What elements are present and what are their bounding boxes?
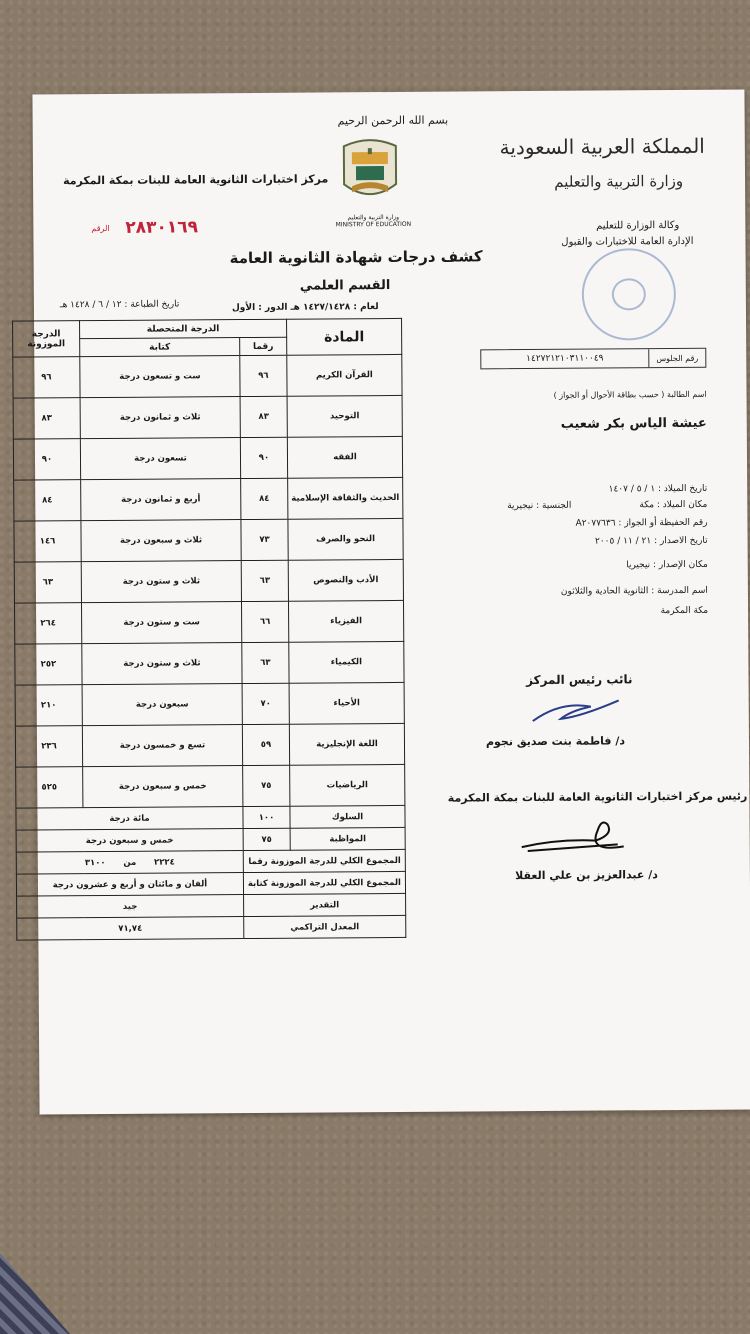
words-cell: ثلاث و ستون درجة — [82, 643, 242, 685]
table-row — [14, 600, 403, 644]
id-number: رقم الحفيظة أو الجواز : A٢٠٧٧٦٣٦ — [575, 517, 708, 529]
total-words: ألفان و مائتان و أربع و عشرون درجة — [16, 873, 243, 897]
table-row — [13, 395, 402, 439]
header-subject: المادة — [287, 318, 402, 355]
weighted-cell: ٢٦٤ — [14, 603, 81, 644]
serial-number: ٢٨٣٠١٦٩ — [125, 217, 199, 238]
subject-cell: الحديث والثقافة الإسلامية — [288, 477, 403, 519]
weighted-cell: ٥٢٥ — [16, 767, 83, 808]
digits-cell: ٥٩ — [242, 724, 289, 765]
birth-place: مكان الميلاد : مكة — [639, 499, 708, 511]
student-name-label: اسم الطالبة ( حسب بطاقة الأحوال أو الجواز ) — [553, 389, 707, 400]
table-row — [14, 518, 403, 562]
deputy-head-name: د/ فاطمة بنت صديق نجوم — [485, 734, 626, 749]
digits-cell: ٨٤ — [241, 478, 288, 519]
seat-number-value: ١٤٢٧٢١٢١٠٣١١٠٠٤٩ — [526, 353, 604, 365]
grades-table — [12, 318, 406, 941]
weighted-cell: ١٤٦ — [14, 521, 81, 562]
birth-date: تاريخ الميلاد : ١ / ٥ / ١٤٠٧ — [608, 483, 708, 495]
deputy-head-title: نائب رئيس المركز — [526, 672, 633, 688]
seat-number-box — [480, 348, 706, 370]
table-row — [15, 723, 404, 767]
weighted-cell: ٨٤ — [14, 480, 81, 521]
weighted-cell: ٦٣ — [14, 562, 81, 603]
digits-cell: ٦٣ — [242, 642, 289, 683]
issue-date: تاريخ الاصدار : ٢١ / ١١ / ٢٠٠٥ — [594, 535, 708, 547]
digits-cell: ٧٥ — [243, 765, 290, 806]
deputy-signature-icon — [531, 696, 621, 729]
words-cell: سبعون درجة — [82, 684, 242, 726]
school-name: اسم المدرسة : الثانوية الحادية والثلاثون — [560, 585, 708, 597]
print-date: تاريخ الطباعة : ١٢ / ٦ / ١٤٢٨ هـ — [59, 299, 180, 311]
conduct-row — [16, 805, 405, 830]
words-cell: تسع و خمسون درجة — [82, 725, 242, 767]
gpa-row — [17, 915, 406, 940]
subject-cell: القرآن الكريم — [287, 354, 402, 396]
words-cell: خمس و سبعون درجة — [83, 766, 243, 808]
subject-cell: الفيزياء — [288, 600, 403, 642]
digits-cell: ٦٦ — [241, 601, 288, 642]
header-words: كتابة — [80, 338, 240, 357]
weighted-cell: ٢٥٢ — [15, 644, 82, 685]
header-digits: رقما — [240, 337, 287, 355]
total-words-row — [16, 871, 405, 896]
subject-cell: الرياضيات — [290, 764, 405, 806]
school-city: مكة المكرمة — [660, 605, 709, 617]
issue-place: مكان الإصدار : نيجيريا — [626, 559, 708, 571]
words-cell: أربع و ثمانون درجة — [81, 479, 241, 521]
table-row — [16, 764, 405, 808]
subject-cell: الكيمياء — [289, 641, 404, 683]
total-of: من — [123, 857, 137, 868]
kingdom-name: المملكة العربية السعودية — [499, 133, 705, 160]
subject-cell: الأحياء — [289, 682, 404, 724]
emblem-caption: وزارة التربية والتعليم MINISTRY OF EDUCATION — [335, 213, 412, 229]
total-digits-row — [16, 849, 405, 874]
head-signature-icon — [518, 816, 628, 861]
weighted-cell: ٩٠ — [13, 439, 80, 480]
header-weighted: الدرجة الموزونة — [13, 321, 80, 357]
serial-label: الرقم — [91, 223, 110, 234]
attendance-digits: ٧٥ — [243, 828, 290, 850]
weighted-cell: ٩٦ — [13, 357, 80, 398]
words-cell: تسعون درجة — [80, 438, 240, 480]
total-max: ٣١٠٠ — [84, 857, 106, 868]
subject-cell: النحو والصرف — [288, 518, 403, 560]
certificate-paper — [27, 90, 750, 1115]
conduct-digits: ١٠٠ — [243, 806, 290, 828]
table-row — [14, 559, 403, 603]
words-cell: ثلاث و سبعون درجة — [81, 520, 241, 562]
header-earned: الدرجة المتحصلة — [80, 319, 287, 338]
table-row — [13, 436, 402, 480]
bismillah: بسم الله الرحمن الرحيم — [337, 113, 449, 128]
grade-row — [17, 893, 406, 918]
total-digits: ٢٢٢٤ — [153, 857, 175, 868]
words-cell: ست و تسعون درجة — [80, 356, 240, 398]
nationality: الجنسية : نيجيرية — [507, 500, 572, 512]
words-cell: ثلاث و ستون درجة — [81, 561, 241, 603]
digits-cell: ٧٠ — [242, 683, 289, 724]
table-row — [14, 477, 403, 521]
table-row — [13, 354, 402, 398]
gpa-value: ٧١,٧٤ — [17, 917, 244, 941]
subject-cell: التوحيد — [287, 395, 402, 437]
weighted-cell: ٢١٠ — [15, 685, 82, 726]
ministry-name: وزارة التربية والتعليم — [554, 171, 684, 191]
total-words-label: المجموع الكلي للدرجة الموزونة كتابة — [243, 871, 405, 894]
center-head-name: د/ عبدالعزيز بن علي العقلا — [515, 868, 658, 883]
digits-cell: ٧٣ — [241, 519, 288, 560]
digits-cell: ٨٣ — [240, 396, 287, 437]
attendance-row — [16, 827, 405, 852]
grade-label: التقدير — [244, 893, 406, 916]
document-title: كشف درجات شهادة الثانوية العامة — [229, 247, 483, 268]
academic-year: لعام : ١٤٢٧/١٤٢٨ هـ الدور : الأول — [231, 302, 379, 314]
subject-cell: الأدب والنصوص — [288, 559, 403, 601]
ministry-emblem-icon — [338, 138, 403, 210]
section-name: القسم العلمي — [299, 278, 391, 294]
table-row — [15, 641, 404, 685]
conduct-words: مائة درجة — [16, 807, 243, 831]
digits-cell: ٦٣ — [241, 560, 288, 601]
table-row — [15, 682, 404, 726]
student-name: عيشة الياس بكر شعيب — [560, 415, 707, 432]
deputy-ministry: وكالة الوزارة للتعليم — [596, 219, 680, 232]
official-stamp-icon — [582, 248, 677, 341]
carpet-corner — [0, 1244, 70, 1334]
general-administration: الإدارة العامة للاختبارات والقبول — [561, 235, 694, 248]
digits-cell: ٩٦ — [240, 355, 287, 396]
seat-number-label: رقم الجلوس — [648, 349, 705, 367]
total-digits-cell — [16, 851, 243, 875]
words-cell: ست و ستون درجة — [81, 602, 241, 644]
exam-center-name: مركز اختبارات الثانوية العامة للبنات بمكة المكرمة — [63, 172, 329, 188]
words-cell: ثلاث و ثمانون درجة — [80, 397, 240, 439]
subject-cell: اللغة الإنجليزية — [289, 723, 404, 765]
attendance-words: خمس و سبعون درجة — [16, 829, 243, 853]
weighted-cell: ٨٣ — [13, 398, 80, 439]
conduct-label: السلوك — [290, 805, 405, 828]
subject-cell: الفقه — [287, 436, 402, 478]
total-digits-label: المجموع الكلي للدرجة الموزونة رقما — [243, 849, 405, 872]
gpa-label: المعدل التراكمي — [244, 915, 406, 938]
digits-cell: ٩٠ — [240, 437, 287, 478]
weighted-cell: ٢٣٦ — [15, 726, 82, 767]
center-head-title: رئيس مركز اختبارات الثانوية العامة للبنات بمكة المكرمة — [447, 789, 748, 805]
attendance-label: المواظبة — [290, 827, 405, 850]
grade-value: جيد — [17, 895, 244, 919]
